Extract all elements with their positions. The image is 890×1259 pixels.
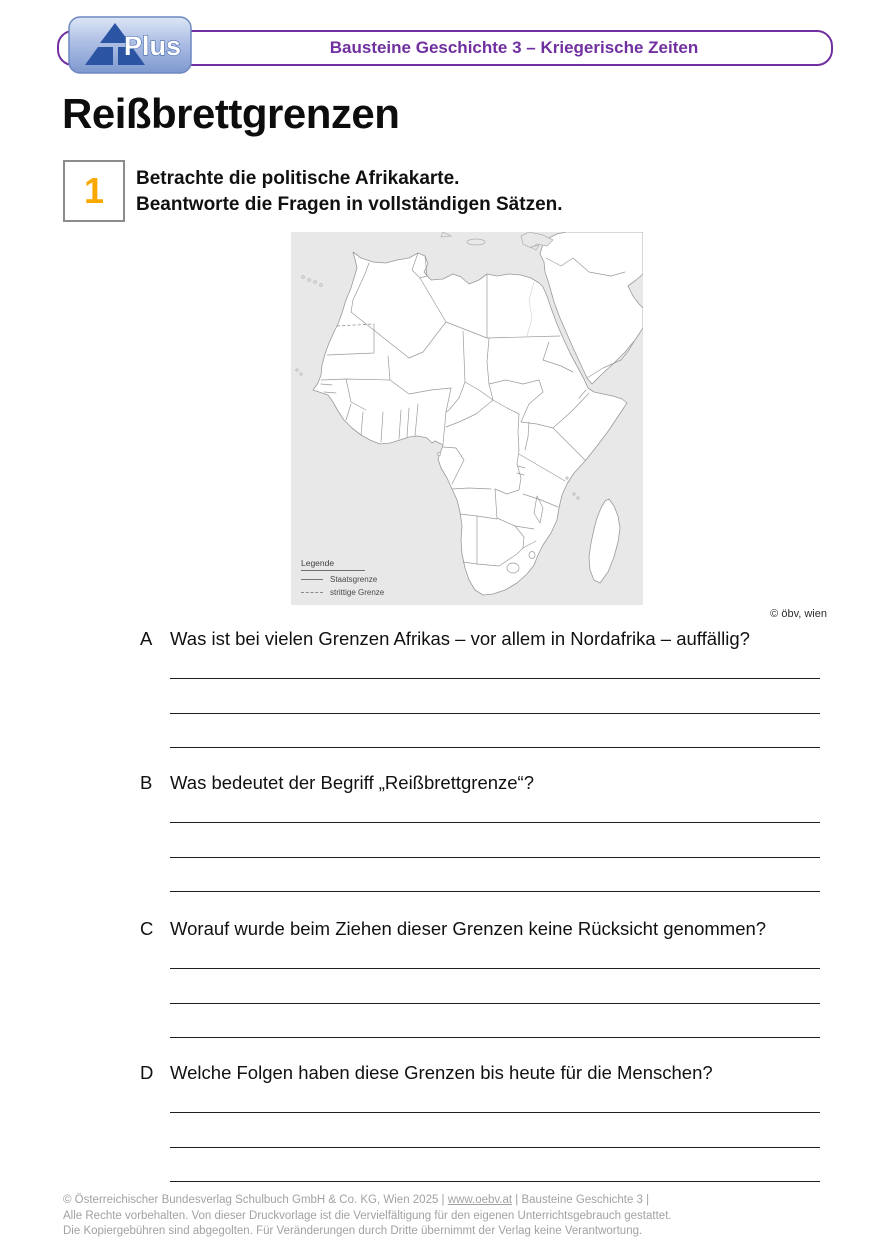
question-d-text: Welche Folgen haben diese Grenzen bis heute für die Menschen? <box>170 1062 713 1083</box>
footer-line1-suffix: | Bausteine Geschichte 3 | <box>512 1194 650 1206</box>
footer-copyright <box>63 1193 843 1240</box>
footer-line3: Die Kopiergebühren sind abgegolten. Für Veränderungen durch Dritte übernimmt der Verlag keine Verantwortung. <box>63 1225 643 1237</box>
answer-line <box>170 678 820 679</box>
header-title: Bausteine Geschichte 3 – Kriegerische Zeiten <box>329 38 699 57</box>
question-c-letter: C <box>140 918 154 939</box>
africa-map-image <box>291 232 643 605</box>
answer-line <box>170 891 820 892</box>
question-d <box>140 1062 830 1186</box>
answer-line <box>170 713 820 714</box>
footer-line1 <box>63 1193 843 1209</box>
question-d-letter: D <box>140 1062 154 1083</box>
question-c <box>140 918 830 1042</box>
question-a <box>140 628 830 752</box>
legend-label-staatsgrenze: Staatsgrenze <box>330 575 378 584</box>
answer-line <box>170 968 820 969</box>
answer-line <box>170 747 820 748</box>
map-legend-title: Legende <box>301 558 365 571</box>
logo-text: Plus <box>124 31 182 61</box>
answer-line <box>170 857 820 858</box>
task-number-box <box>63 160 125 222</box>
footer-line1-prefix: © Österreichischer Bundesverlag Schulbuch GmbH & Co. KG, Wien 2025 | <box>63 1194 448 1206</box>
map-credit: © öbv, wien <box>770 608 827 620</box>
solid-line-icon <box>301 579 323 580</box>
task-instruction-line1: Betrachte die politische Afrikakarte. <box>136 168 460 189</box>
plus-logo-icon <box>68 16 192 74</box>
answer-line <box>170 822 820 823</box>
answer-line <box>170 1147 820 1148</box>
question-a-text: Was ist bei vielen Grenzen Afrikas – vor allem in Nordafrika – auffällig? <box>170 628 750 649</box>
footer-line2: Alle Rechte vorbehalten. Von dieser Druckvorlage ist die Vervielfältigung für den eigenen Unterrichtsgebrauch gestattet. <box>63 1209 672 1222</box>
africa-political-map <box>291 232 643 605</box>
question-b-text: Was bedeutet der Begriff „Reißbrettgrenze“? <box>170 772 535 793</box>
legend-row-staatsgrenze <box>301 575 401 584</box>
task-instruction-line2: Beantworte die Fragen in vollständigen Sätzen. <box>136 194 563 215</box>
task-instructions <box>136 166 563 218</box>
question-c-text: Worauf wurde beim Ziehen dieser Grenzen keine Rücksicht genommen? <box>170 918 767 939</box>
answer-line <box>170 1112 820 1113</box>
oebv-link[interactable]: www.oebv.at <box>447 1194 513 1206</box>
legend-label-strittige-grenze: strittige Grenze <box>330 588 385 597</box>
legend-row-strittige-grenze <box>301 588 401 597</box>
answer-line <box>170 1003 820 1004</box>
question-b-letter: B <box>140 772 153 793</box>
question-a-letter: A <box>140 628 153 649</box>
answer-line <box>170 1037 820 1038</box>
answer-line <box>170 1181 820 1182</box>
task-number: 1 <box>83 170 105 211</box>
question-b <box>140 772 830 896</box>
publisher-logo <box>68 16 192 74</box>
map-legend <box>301 558 401 597</box>
dashed-line-icon <box>301 592 323 593</box>
page-title: Reißbrettgrenzen <box>62 90 400 137</box>
